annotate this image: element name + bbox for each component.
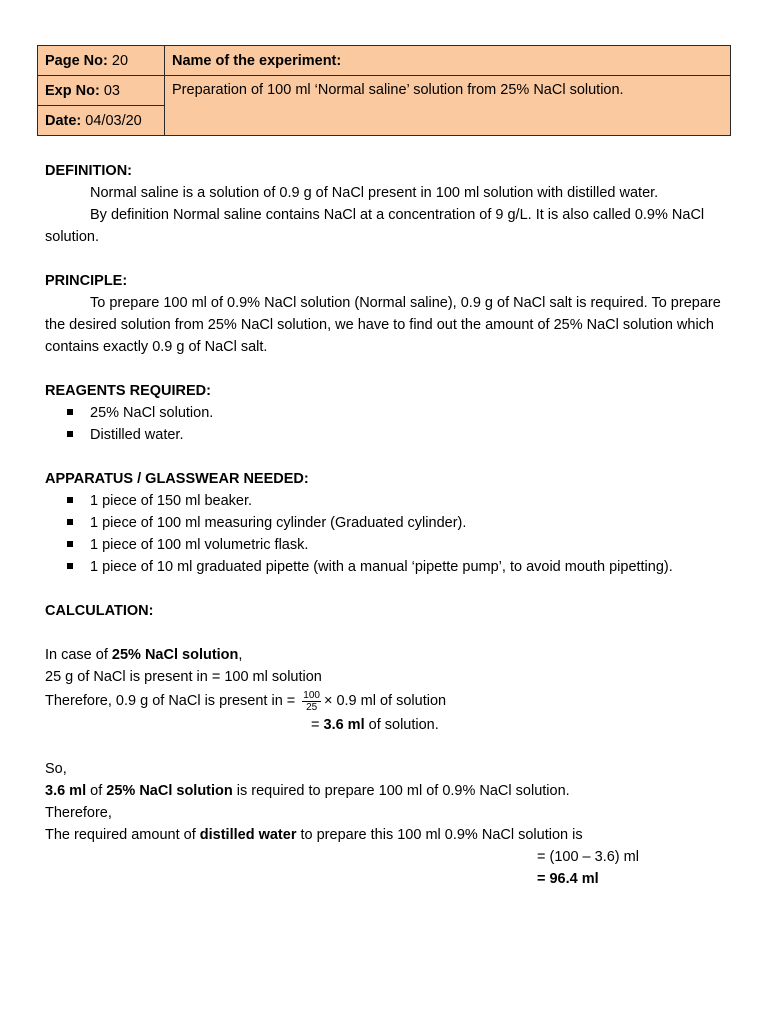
required-volume-mid: of <box>86 783 107 799</box>
list-item: Distilled water. <box>45 424 725 446</box>
experiment-number-cell <box>38 76 165 106</box>
list-item: 1 piece of 100 ml measuring cylinder (Graduated cylinder). <box>45 512 725 534</box>
principle-paragraph: To prepare 100 ml of 0.9% NaCl solution (Normal saline), 0.9 g of NaCl salt is required. To prepare the desired solution from 25% NaCl solution, we have to find out the amount of 25% NaCl solution which contains exactly 0.9 g of NaCl salt. <box>45 295 721 355</box>
fraction-denominator: 25 <box>306 701 318 713</box>
experiment-number-value: 03 <box>103 82 120 99</box>
document-body <box>45 160 725 890</box>
water-prefix: The required amount of <box>45 827 200 843</box>
list-item: 1 piece of 150 ml beaker. <box>45 490 725 512</box>
case-suffix: , <box>238 647 243 663</box>
calculation-heading: CALCULATION: <box>45 603 154 619</box>
experiment-header-table <box>37 45 731 136</box>
water-suffix: to prepare this 100 ml 0.9% NaCl solution is <box>296 827 583 843</box>
water-bold: distilled water <box>199 827 297 843</box>
page-number-label: Page No: <box>45 52 108 69</box>
reagents-heading: REAGENTS REQUIRED: <box>45 383 211 399</box>
list-item: 1 piece of 10 ml graduated pipette (with a manual ‘pipette pump’, to avoid mouth pipetting). <box>45 556 725 578</box>
calculation-result-line <box>45 714 725 736</box>
date-cell <box>38 106 165 136</box>
definition-paragraph-1: Normal saline is a solution of 0.9 g of NaCl present in 100 ml solution with distilled water. <box>90 185 659 201</box>
list-item: 25% NaCl solution. <box>45 402 725 424</box>
page-number-cell <box>38 46 165 76</box>
water-step-1: = (100 – 3.6) ml <box>537 849 639 865</box>
calculation-line-2: 25 g of NaCl is present in = 100 ml solution <box>45 669 322 685</box>
case-bold: 25% NaCl solution <box>111 647 239 663</box>
calculation-case-line <box>45 644 725 666</box>
so-line: So, <box>45 761 67 777</box>
experiment-title: Preparation of 100 ml ‘Normal saline’ solution from 25% NaCl solution. <box>172 82 624 98</box>
experiment-number-label: Exp No: <box>45 82 100 99</box>
required-volume-bold: 3.6 ml <box>45 783 87 799</box>
required-volume-line <box>45 780 725 802</box>
case-prefix: In case of <box>45 647 112 663</box>
page-number-value: 20 <box>111 52 129 69</box>
apparatus-heading: APPARATUS / GLASSWEAR NEEDED: <box>45 471 309 487</box>
therefore-line: Therefore, <box>45 805 112 821</box>
experiment-name-label: Name of the experiment: <box>172 52 342 69</box>
apparatus-list <box>45 490 725 578</box>
result-bold: 3.6 ml <box>323 717 365 733</box>
calculation-line-3 <box>45 688 725 714</box>
line3-prefix: Therefore, 0.9 g of NaCl is present in = <box>45 693 300 709</box>
required-volume-suffix: is required to prepare 100 ml of 0.9% NaCl solution. <box>232 783 570 799</box>
water-result-bold: = 96.4 ml <box>537 871 599 887</box>
experiment-name-label-cell <box>165 46 731 76</box>
date-value: 04/03/20 <box>85 112 142 129</box>
fraction <box>302 690 321 713</box>
water-step-2 <box>45 868 725 890</box>
reagents-list <box>45 402 725 446</box>
list-item: 1 piece of 100 ml volumetric flask. <box>45 534 725 556</box>
result-suffix: of solution. <box>364 717 439 733</box>
principle-heading: PRINCIPLE: <box>45 273 128 289</box>
experiment-title-cell <box>165 76 731 136</box>
line3-suffix: × 0.9 ml of solution <box>323 693 447 709</box>
water-amount-line <box>45 824 725 846</box>
date-label: Date: <box>45 112 82 129</box>
required-solution-bold: 25% NaCl solution <box>106 783 233 799</box>
definition-heading: DEFINITION: <box>45 163 132 179</box>
result-prefix: = <box>311 717 324 733</box>
definition-paragraph-2: By definition Normal saline contains NaCl at a concentration of 9 g/L. It is also called 0.9% NaCl solution. <box>45 207 705 245</box>
fraction-numerator: 100 <box>303 689 320 701</box>
